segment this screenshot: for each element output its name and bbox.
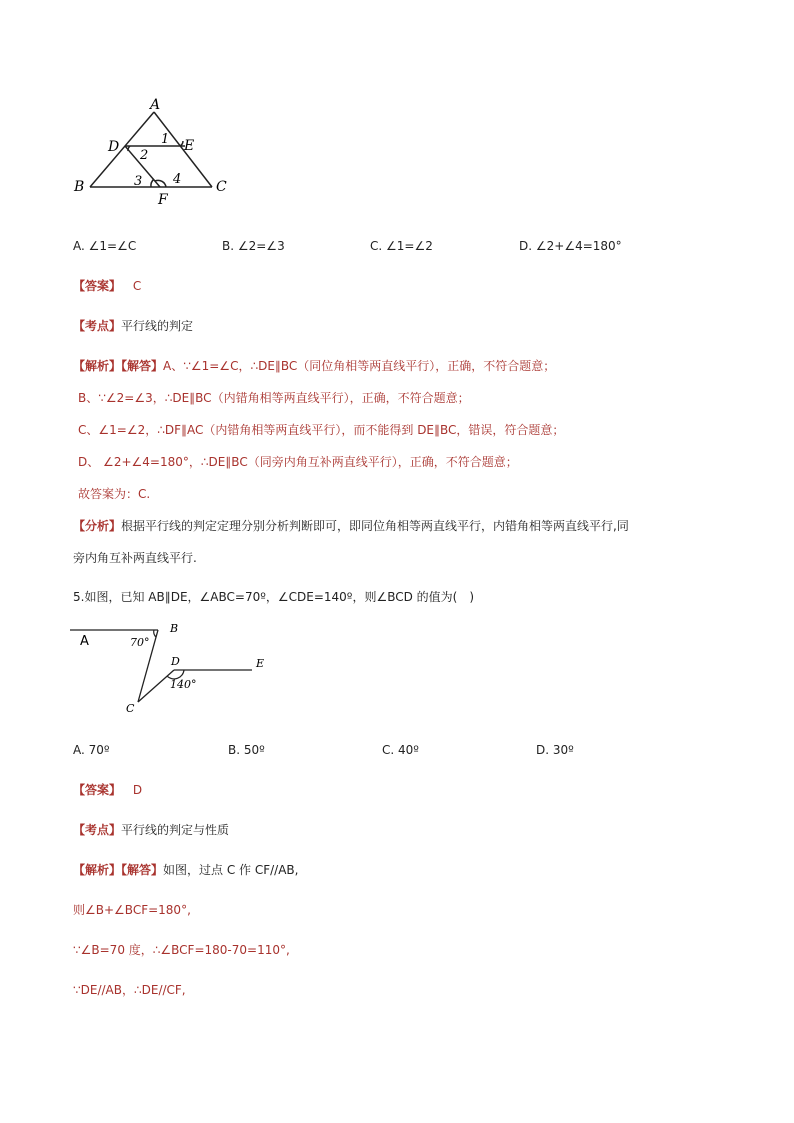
q5-option-d: D. 30º [536,743,574,757]
kaodian-label: 【考点】 [73,823,122,837]
q5-answer [73,782,142,798]
label-3: 3 [134,174,143,189]
label-E2: E [256,657,265,670]
answer-value: C [132,279,142,293]
q4-fenxi-line1 [73,518,629,534]
label-70: 70° [130,636,150,649]
label-D: D [108,139,120,155]
q4-option-c: C. ∠1=∠2 [370,239,433,253]
jiexi-label: 【解析】【解答】 [73,359,164,373]
answer-label: 【答案】 [73,783,122,797]
label-C: C [216,179,227,195]
label-140: 140° [170,678,197,691]
kaodian-value: 平行线的判定 [121,319,194,333]
parallel-lines-figure [70,620,270,715]
label-2: 2 [140,148,149,163]
q4-jiexi-line4: D、 ∠2+∠4=180°，∴DE∥BC（同旁内角互补两直线平行），正确，不符合题意； [78,455,518,469]
triangle-figure [70,95,240,210]
q4-option-b: B. ∠2=∠3 [222,239,285,253]
fenxi-label: 【分析】 [73,519,122,533]
kaodian-label: 【考点】 [73,319,122,333]
q5-jiexi-line1 [73,862,298,878]
label-B2: B [170,622,179,635]
q4-jiexi-line2: B、∵∠2=∠3，∴DE∥BC（内错角相等两直线平行），正确，不符合题意； [78,391,470,405]
label-E: E [184,138,195,154]
fenxi-text-1: 根据平行线的判定定理分别分析判断即可，即同位角相等两直线平行，内错角相等两直线平行,同 [121,519,629,533]
answer-value: D [132,783,143,797]
jiexi-text-1: 如图，过点 C 作 CF//AB, [163,863,299,877]
q4-fenxi-line2: 旁内角互补两直线平行. [73,551,197,565]
q4-jiexi-line1 [73,358,555,374]
q5-jiexi-line2: 则∠B+∠BCF=180°, [73,903,191,917]
q5-option-b: B. 50º [228,743,265,757]
label-1: 1 [161,132,170,147]
q5-kaodian [73,822,229,838]
q4-option-a: A. ∠1=∠C [73,239,137,253]
label-D2: D [171,655,180,668]
q4-answer [73,278,141,294]
q4-jiexi-line3: C、∠1=∠2，∴DF∥AC（内错角相等两直线平行），而不能得到 DE∥BC，错误，符合题意； [78,423,565,437]
label-C2: C [126,702,135,715]
answer-label: 【答案】 [73,279,122,293]
label-A: A [150,97,161,113]
q4-kaodian [73,318,193,334]
kaodian-value: 平行线的判定与性质 [121,823,230,837]
q5-question: 5.如图，已知 AB∥DE，∠ABC=70º，∠CDE=140º，则∠BCD 的值为( ) [73,590,475,604]
jiexi-text-1: A、∵∠1=∠C，∴DE∥BC（同位角相等两直线平行），正确，不符合题意； [163,359,556,373]
jiexi-label: 【解析】【解答】 [73,863,164,877]
label-B: B [74,179,85,195]
q5-jiexi-line4: ∵DE//AB，∴DE//CF, [73,983,186,997]
q5-option-c: C. 40º [382,743,419,757]
q4-jiexi-line5: 故答案为：C. [78,487,151,501]
label-F: F [158,192,168,208]
label-4: 4 [173,172,182,187]
label-A2: A [80,634,89,649]
q5-jiexi-line3: ∵∠B=70 度，∴∠BCF=180-70=110°, [73,943,290,957]
q5-option-a: A. 70º [73,743,110,757]
q4-option-d: D. ∠2+∠4=180° [519,239,622,253]
